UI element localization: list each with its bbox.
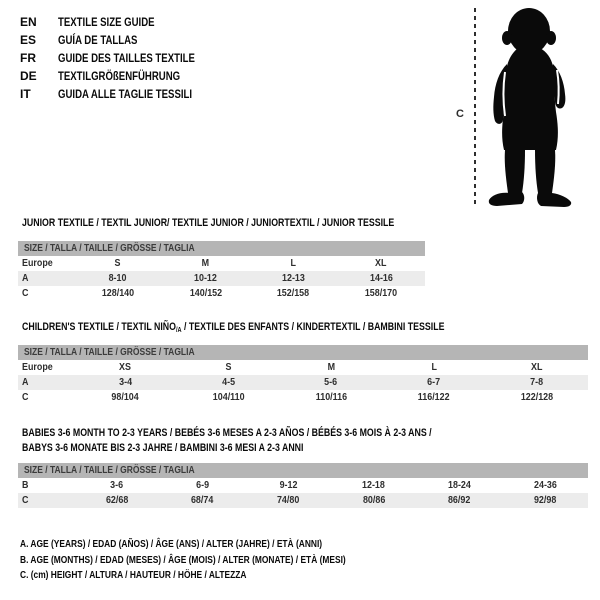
height-measure-dashed-line — [474, 8, 476, 206]
table-cell: M — [201, 257, 210, 269]
language-title-list — [20, 13, 229, 103]
section-title-junior: JUNIOR TEXTILE / TEXTIL JUNIOR/ TEXTILE JUNIOR / JUNIORTEXTIL / JUNIOR TESSILE — [22, 217, 395, 229]
table-cell: 140/152 — [189, 287, 222, 299]
legend-note-c: C. (cm) HEIGHT / ALTURA / HAUTEUR / HÖHE / ALTEZZA — [20, 569, 247, 581]
table-cell: 98/104 — [111, 391, 140, 403]
table-cell: 116/122 — [417, 391, 450, 403]
table-cell: 6-9 — [196, 479, 209, 491]
table-row-height — [18, 390, 588, 405]
language-row-fr — [20, 49, 229, 67]
table-cell: 80/86 — [362, 494, 386, 506]
table-cell: 10-12 — [194, 272, 218, 284]
row-label: C — [22, 287, 29, 299]
language-code: IT — [20, 87, 31, 101]
size-table-children — [18, 345, 588, 405]
language-code: DE — [20, 69, 37, 83]
section-title-children: CHILDREN'S TEXTILE / TEXTIL NIÑO/A / TEXTILE DES ENFANTS / KINDERTEXTIL / BAMBINI TESSILE — [22, 321, 445, 334]
baby-silhouette-icon — [480, 2, 580, 208]
table-cell: L — [290, 257, 297, 269]
table-cell: 62/68 — [105, 494, 128, 506]
language-code: FR — [20, 51, 36, 65]
language-label: GUIDA ALLE TAGLIE TESSILI — [58, 87, 193, 101]
table-cell: 3-6 — [110, 479, 124, 491]
language-row-es — [20, 31, 229, 49]
table-cell: XL — [375, 257, 387, 269]
row-label: Europe — [22, 361, 53, 373]
table-cell: 6-7 — [427, 376, 441, 388]
height-measure-label: C — [456, 108, 464, 120]
table-cell: 14-16 — [369, 272, 393, 284]
table-cell: 4-5 — [221, 376, 235, 388]
language-row-en — [20, 13, 229, 31]
table-cell: L — [431, 361, 437, 373]
size-table-junior — [18, 241, 425, 301]
table-cell: XS — [119, 361, 132, 373]
table-row-height — [18, 493, 588, 508]
row-label: A — [22, 272, 29, 284]
table-cell: 7-8 — [530, 376, 544, 388]
language-label: GUÍA DE TALLAS — [58, 33, 138, 47]
table-cell: 8-10 — [108, 272, 127, 284]
table-row-age — [18, 375, 588, 390]
table-cell: XL — [530, 361, 543, 373]
table-cell: 74/80 — [277, 494, 300, 506]
table-cell: 5-6 — [324, 376, 338, 388]
table-row-height — [18, 286, 425, 301]
table-cell: 68/74 — [191, 494, 214, 506]
row-label: C — [22, 391, 29, 403]
legend-notes — [20, 537, 427, 584]
legend-note-a: A. AGE (YEARS) / EDAD (AÑOS) / ÂGE (ANS) / ALTER (JAHRE) / ETÀ (ANNI) — [20, 538, 323, 550]
table-cell: 110/116 — [315, 391, 347, 403]
table-row-europe — [18, 256, 425, 271]
table-cell: 86/92 — [448, 494, 471, 506]
row-label: C — [22, 494, 29, 506]
table-cell: S — [225, 361, 232, 373]
language-label: TEXTILGRÖßENFÜHRUNG — [58, 69, 181, 83]
legend-note-b: B. AGE (MONTHS) / EDAD (MESES) / ÂGE (MOIS) / ALTER (MONATE) / ETÀ (MESI) — [20, 553, 346, 566]
table-row-europe — [18, 360, 588, 375]
row-label: Europe — [22, 257, 53, 269]
size-header-bar: SIZE / TALLA / TAILLE / GRÖSSE / TAGLIA — [18, 463, 588, 478]
row-label: B — [22, 479, 29, 491]
table-cell: 3-4 — [118, 376, 132, 388]
language-label: GUIDE DES TAILLES TEXTILE — [58, 51, 195, 65]
table-cell: 92/98 — [534, 494, 557, 506]
size-header-bar: SIZE / TALLA / TAILLE / GRÖSSE / TAGLIA — [18, 241, 425, 256]
table-cell: 104/110 — [212, 391, 245, 403]
language-code: EN — [20, 15, 37, 29]
table-cell: 128/140 — [101, 287, 135, 299]
table-row-age — [18, 271, 425, 286]
section-title-babies: BABIES 3-6 MONTH TO 2-3 YEARS / BEBÉS 3-6 MESES A 2-3 AÑOS / BÉBÉS 3-6 MOIS À 2-3 ANS / BABYS 3-6 MONATE BIS 2-3 JAHRE / BAMBINI 3-6 MESI A 2-3 ANNI — [22, 427, 432, 454]
table-cell: 24-36 — [533, 479, 557, 491]
language-row-it — [20, 85, 229, 103]
table-cell: 9-12 — [279, 479, 298, 491]
row-label: A — [22, 376, 29, 388]
table-cell: 18-24 — [448, 479, 471, 491]
table-cell: 12-18 — [362, 479, 386, 491]
language-code: ES — [20, 33, 37, 47]
language-label: TEXTILE SIZE GUIDE — [58, 15, 155, 29]
table-cell: M — [327, 361, 335, 373]
size-table-babies — [18, 463, 588, 508]
table-cell: S — [114, 257, 121, 269]
table-cell: 158/170 — [364, 287, 398, 299]
size-header-bar: SIZE / TALLA / TAILLE / GRÖSSE / TAGLIA — [18, 345, 588, 360]
table-cell: 122/128 — [520, 391, 553, 403]
language-row-de — [20, 67, 229, 85]
table-cell: 152/158 — [277, 287, 310, 299]
table-row-months — [18, 478, 588, 493]
subscript-a: /A — [175, 327, 182, 334]
table-cell: 12-13 — [281, 272, 305, 284]
